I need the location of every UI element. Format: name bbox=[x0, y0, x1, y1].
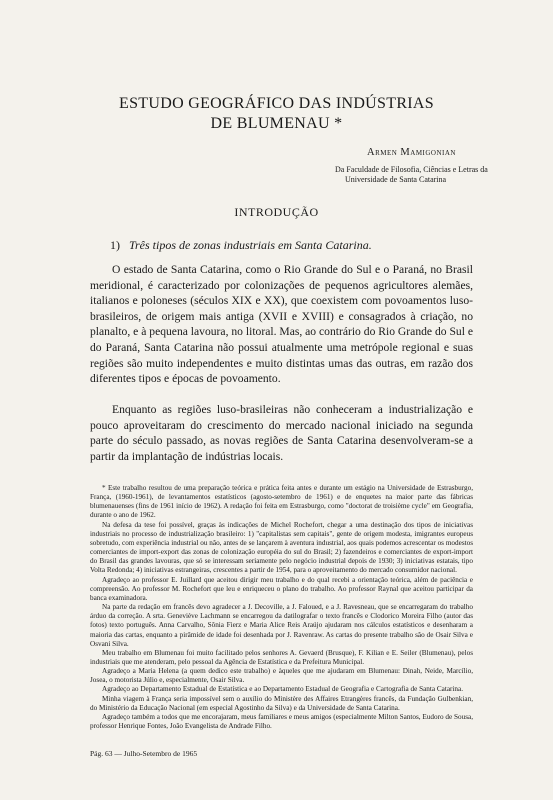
paragraph: O estado de Santa Catarina, como o Rio Grande do Sul e o Paraná, no Brasil meridional, é caracterizado por colonizações de pequenos agricultores alemães, italianos e poloneses (séculos XIX e XX), que coexistem com povoamentos luso-brasileiros, de origem mais antiga (XVII e XVIII) e consagrados à criação, no planalto, e à pequena lavoura, no litoral. Mas, ao contrário do Rio Grande do Sul e do Paraná, Santa Catarina não possui atualmente uma metrópole regional e suas regiões são muito independentes e muito distintas umas das outras, em razão dos diferentes tipos e épocas de povoamento. bbox=[90, 263, 473, 386]
author-affiliation bbox=[335, 165, 535, 185]
footnote: Na defesa da tese foi possível, graças às indicações de Michel Rochefort, chegar a uma destinação dos tipos de iniciativas industriais no processo de industrialização brasileiro: 1) "capitalistas sem capitais", gente de origem modesta, imigrantes europeus sobretudo, com experiência industrial ou não, antes de se lançarem à aventura industrial, aos quais podemos acrescentar os modestos comerciantes de import-export das zonas de colonização européia do sul do Brasil; 2) fazendeiros e comerciantes de export-import do Brasil das grandes lavouras, que só se interessam seriamente pelo negócio industrial depois de 1930; 3) iniciativas estatais, tipo Volta Redonda; 4) iniciativas estrangeiras, crescentes a partir de 1954, para o aproveitamento do mercado consumidor nacional. bbox=[90, 520, 473, 575]
footnote: Meu trabalho em Blumenau foi muito facilitado pelos senhores A. Gevaerd (Brusque), F. Kilian e E. Seiler (Blumenau), pelos industriais que me atenderam, pelo pessoal da Agência de Estatística e da Prefeitura Municipal. bbox=[90, 648, 473, 666]
footnote: Agradeço ao Departamento Estadual de Estatística e ao Departamento Estadual de Geografia e Cartografia de Santa Catarina. bbox=[102, 685, 464, 694]
affiliation-line: Universidade de Santa Catarina bbox=[345, 175, 447, 184]
body-paragraph-1 bbox=[90, 262, 473, 387]
subsection-number: 1) bbox=[110, 238, 120, 252]
footnote: Na parte da redação em francês devo agradecer a J. Decoville, a J. Faloued, e a J. Ravesneau, que se encarregaram do trabalho árduo da correção. A srta. Geneviève Lachmann se encarregou da datilografar o texto francês e Clodorico Moreira Filho (autor das fotos) texto português. Anna Carvalho, Sônia Fierz e Maria Alice Reis Araújo ajudaram nos cálculos estatísticos e desenharam a maioria das cartas, enquanto a pirâmide de idade foi desenhada por J. Ravenraw. As cartas do presente trabalho são de Osair Silva e Osvani Silva. bbox=[90, 603, 473, 648]
footnote: Agradeço ao professor E. Juillard que aceitou dirigir meu trabalho e do qual recebi a orientação teórica, além de paciência e compreensão. Ao professor M. Rochefort que leu e enriqueceu o plano do trabalho. Ao professor Raynal que aceitou participar da banca examinadora. bbox=[90, 575, 473, 602]
footnote: Agradeço também a todos que me encorajaram, meus familiares e meus amigos (especialmente Milton Santos, Eudoro de Sousa, professor Henrique Fontes, João Evangelista de Andrade Filho. bbox=[90, 712, 473, 731]
article-title-line-1: ESTUDO GEOGRÁFICO DAS INDÚSTRIAS bbox=[119, 95, 434, 112]
article-title-line-2: DE BLUMENAU * bbox=[210, 115, 343, 132]
section-heading: INTRODUÇÃO bbox=[234, 205, 319, 219]
footnote: Minha viagem à França seria impossível sem o auxílio do Ministère des Affaires Etrangères francês, da Fundação Gulbenkian, do Ministério da Educação Nacional (em especial Agostinho da Silva) e da Universidade de Santa Catarina. bbox=[90, 694, 473, 712]
subsection-heading bbox=[110, 238, 372, 253]
affiliation-line: Da Faculdade de Filosofia, Ciências e Letras da bbox=[335, 165, 488, 174]
subsection-title: Três tipos de zonas industriais em Santa Catarina. bbox=[129, 238, 372, 252]
footnote: Agradeço a Maria Helena (a quem dedico este trabalho) e àqueles que me ajudaram em Blumenau: Dinah, Neide, Marcílio, Josea, o motorista Júlio e, especialmente, Osair Silva. bbox=[90, 667, 473, 685]
page-footer: Pág. 63 — Julho-Setembro de 1965 bbox=[90, 749, 198, 758]
author-name: Armen Mamigonian bbox=[367, 147, 456, 158]
paragraph: Enquanto as regiões luso-brasileiras não conheceram a industrialização e pouco aproveitaram do crescimento do mercado nacional iniciado na segunda parte do século passado, as novas regiões de Santa Catarina desenvolveram-se a partir da implantação de indústrias locais. bbox=[90, 403, 473, 463]
footnotes bbox=[90, 484, 473, 731]
body-paragraph-2 bbox=[90, 402, 473, 464]
footnote: * Este trabalho resultou de uma preparação teórica e prática feita antes e durante um estágio na Universidade de Estrasburgo, França, (1960-1961), de levantamentos estatísticos (agosto-setembro de 1961) e de enquetes na maior parte das fábricas blumenauenses (fins de 1961 início de 1962). A redação foi feita em Estrasburgo, como "doctorat de troisième cycle" em Geografia, durante o ano de 1962. bbox=[90, 484, 473, 520]
